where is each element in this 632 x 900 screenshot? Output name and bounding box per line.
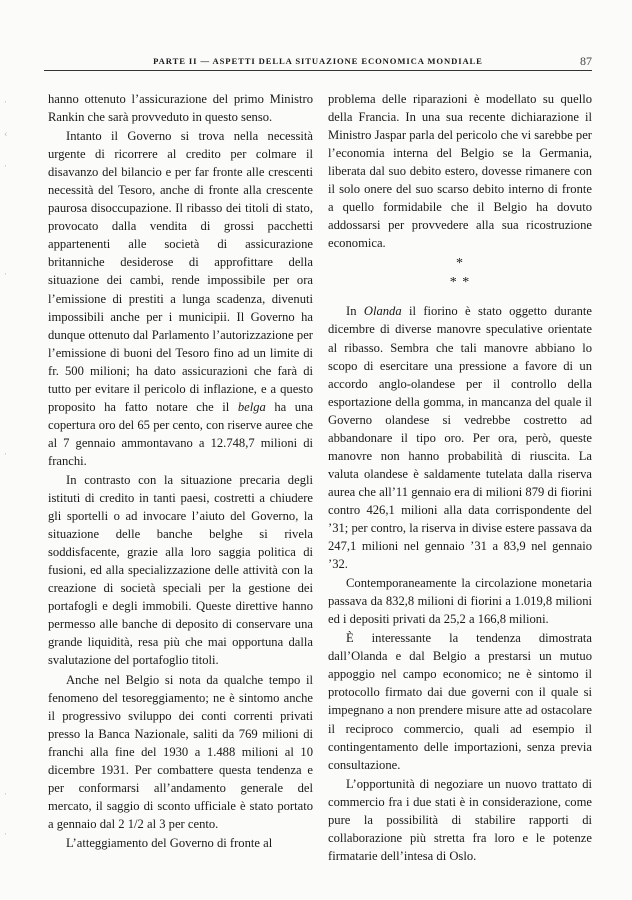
section-separator: [328, 256, 592, 291]
right-paragraph-3: Contemporaneamente la circolazione monetaria passava da 832,8 milioni di fiorini a 1.019,8 milioni ed i depositi privati da 25,2 a 166,8 milioni.: [328, 576, 592, 627]
scan-margin-artifacts: · ‹ · · · · ·: [4, 98, 8, 840]
right-paragraph-4: È interessante la tendenza dimostrata dall’Olanda e dal Belgio a prestarsi un mutuo appoggio nel campo economico; ne è sintomo il protocollo firmato dai due governi con il quale si impegnano a non prendere misure atte ad ostacolare il reciproco commercio, quali ad esempio il contingentamento delle importazioni, senza previa consultazione.: [328, 631, 592, 772]
right-paragraph-5: L’opportunità di negoziare un nuovo trattato di commercio fra i due stati è in considerazione, come pure la possibilità di stabilire rapporti di collaborazione più stretta fra loro e le potenze firmatarie dell’intesa di Oslo.: [328, 776, 592, 863]
page-number: 87: [580, 54, 592, 68]
left-paragraph-2: [48, 127, 313, 470]
running-header: [44, 56, 592, 71]
header-title: PARTE II — ASPETTI DELLA SITUAZIONE ECONOMICA MONDIALE: [153, 56, 483, 66]
right-paragraph-2: [328, 302, 592, 573]
italic-term-olanda: Olanda: [363, 304, 402, 319]
italic-term-belga: belga: [237, 399, 266, 414]
left-paragraph-2-part-a: Intanto il Governo si trova nella necessità urgente di ricorrere al credito per colmare il disavanzo del bilancio e per far fronte alle crescenti necessità del Tesoro, anche di fronte alla crescente paurosa disoccupazione. Il ribasso dei titoli di stato, provocato dalla vendita di grossi pacchetti appartenenti alle società di assicurazione britanniche desiderose di approfittare della situazione dei cambi, rende impossibile per ora l’emissione di prestiti a lunga scadenza, divenuti impossibili anche per i municipii. Il Governo ha dunque ottenuto dal Parlamento l’autorizzazione per l’emissione di buoni del Tesoro fino ad un limite di fr. 500 milioni; ha dato assicurazioni che farà di tutto per evitare il pericolo di inflazione, e a questo proposito ha fatto notare che il: [48, 129, 313, 414]
left-paragraph-2-part-b: ha una copertura oro del 65 per cento, con riserve auree che al 7 gennaio ammontavano a 12.748,7 milioni di franchi.: [48, 399, 313, 468]
left-paragraph-3: In contrasto con la situazione precaria degli istituti di credito in tanti paesi, costretti a chiudere gli sportelli o ad invocare l’aiuto del Governo, la situazione delle banche belghe si rivela soddisfacente, grazie alla loro saggia politica di fusioni, ed alla specializzazione delle attività con la creazione di società speciali per la gestione dei portafogli e degli immobili. Queste direttive hanno permesso alle banche di deposito di conservare una grande liquidità, resa più che mai opportuna dalla svalutazione del portafoglio titoli.: [48, 472, 313, 668]
left-paragraph-5: L’atteggiamento del Governo di fronte al: [66, 835, 273, 850]
left-paragraph-4: Anche nel Belgio si nota da qualche tempo il fenomeno del tesoreggiamento; ne è sintomo anche il progressivo sviluppo dei conti correnti privati presso la Banca Nazionale, saliti da 769 milioni di franchi alla fine del 1930 a 1.488 milioni al 10 dicembre 1931. Per combattere questa tendenza e per conformarsi all’andamento generale del mercato, il saggio di sconto ufficiale è stato portato a gennaio dal 2 1/2 al 3 per cento.: [48, 672, 313, 831]
separator-top-star: *: [456, 256, 464, 272]
right-paragraph-1: problema delle riparazioni è modellato su quello della Francia. In una sua recente dichiarazione il Ministro Jaspar parla del pericolo che vi sarebbe per l’economia interna del Belgio se la Germania, liberata dal suo debito estero, dovesse rimanere con il solo onere del suo scarso debito interno di fronte a quello formidabile che il Belgio ha dovuto addossarsi per provvedere alla sua ricostruzione economica.: [328, 92, 592, 251]
right-paragraph-2-part-a: In: [346, 304, 364, 319]
separator-stars: * *: [449, 275, 471, 291]
right-column: [328, 90, 592, 865]
left-column: [48, 90, 313, 852]
right-paragraph-2-part-b: il fiorino è stato oggetto durante dicembre di diverse manovre speculative orientate al ribasso. Sembra che tali manovre abbiano lo scopo di esercitare una pressione a favore di un accordo anglo-olandese per il controllo della esportazione della gomma, in mancanza del quale il Governo olandese si vedrebbe costretto ad abbandonare il tipo oro. Per ora, però, queste manovre non hanno probabilità di riuscita. La valuta olandese è saldamente tutelata dalla riserva aurea che all’11 gennaio era di milioni 879 di fiorini contro 426,1 milioni alla data corrispondente del ’31; per contro, la riserva in divise estere passava da 247,1 milioni nel gennaio ’31 a 83,9 nel gennaio ’32.: [328, 304, 593, 572]
left-paragraph-1: hanno ottenuto l’assicurazione del primo Ministro Rankin che sarà provveduto in questo senso.: [48, 92, 313, 125]
